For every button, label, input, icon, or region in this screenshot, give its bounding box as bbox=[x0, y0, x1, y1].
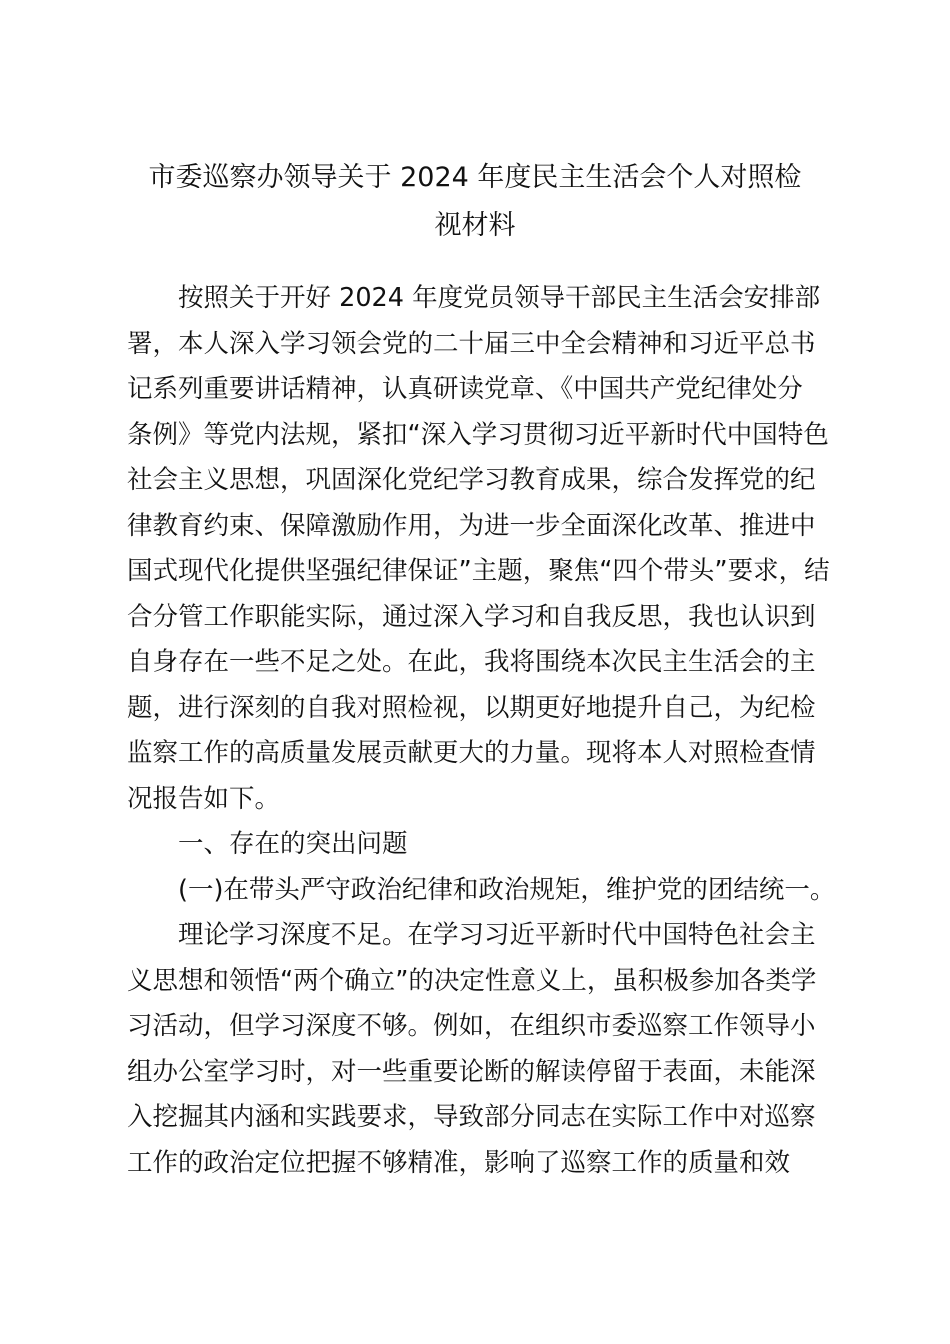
body-text-line: 自身存在一些不足之处。在此，我将围绕本次民主生活会的主 bbox=[127, 647, 816, 677]
body-text-line: 一、存在的突出问题 bbox=[178, 829, 408, 859]
title-line-2: 视材料 bbox=[434, 210, 516, 241]
body-text-line: 义思想和领悟“两个确立”的决定性意义上，虽积极参加各类学 bbox=[127, 965, 817, 996]
body-text-line: 记系列重要讲话精神，认真研读党章、《中国共产党纪律处分 bbox=[127, 374, 803, 404]
body-text-line: 组办公室学习时，对一些重要论断的解读停留于表面，未能深 bbox=[127, 1056, 816, 1087]
body-text-line: 署，本人深入学习领会党的二十届三中全会精神和习近平总书 bbox=[127, 328, 816, 359]
body-text-line: 律教育约束、保障激励作用，为进一步全面深化改革、推进中 bbox=[127, 510, 816, 541]
body-text-line: 条例》等党内法规，紧扣“深入学习贯彻习近平新时代中国特色 bbox=[127, 419, 829, 450]
body-text-line: 国式现代化提供坚强纪律保证”主题，聚焦“四个带头”要求，结 bbox=[127, 556, 830, 586]
document-body bbox=[127, 276, 837, 1186]
document-title bbox=[110, 154, 840, 250]
body-text-line: 题，进行深刻的自我对照检视，以期更好地提升自己，为纪检 bbox=[127, 692, 816, 723]
title-line-1: 市委巡察办领导关于 2024 年度民主生活会个人对照检 bbox=[148, 162, 802, 193]
body-text-line: 按照关于开好 2024 年度党员领导干部民主生活会安排部 bbox=[178, 283, 821, 313]
body-text-line: 入挖掘其内涵和实践要求，导致部分同志在实际工作中对巡察 bbox=[127, 1102, 816, 1132]
body-text-line: (一)在带头严守政治纪律和政治规矩，维护党的团结统一。 bbox=[178, 874, 836, 905]
body-text-line: 监察工作的高质量发展贡献更大的力量。现将本人对照检查情 bbox=[127, 738, 816, 768]
body-text-line: 合分管工作职能实际，通过深入学习和自我反思，我也认识到 bbox=[127, 601, 816, 632]
body-text-line: 理论学习深度不足。在学习习近平新时代中国特色社会主 bbox=[178, 920, 816, 950]
body-text-line: 工作的政治定位把握不够精准，影响了巡察工作的质量和效 bbox=[127, 1147, 791, 1178]
body-text-line: 况报告如下。 bbox=[127, 783, 281, 814]
body-text-line: 习活动，但学习深度不够。例如，在组织市委巡察工作领导小 bbox=[127, 1011, 816, 1041]
body-text-line: 社会主义思想，巩固深化党纪学习教育成果，综合发挥党的纪 bbox=[127, 465, 816, 495]
